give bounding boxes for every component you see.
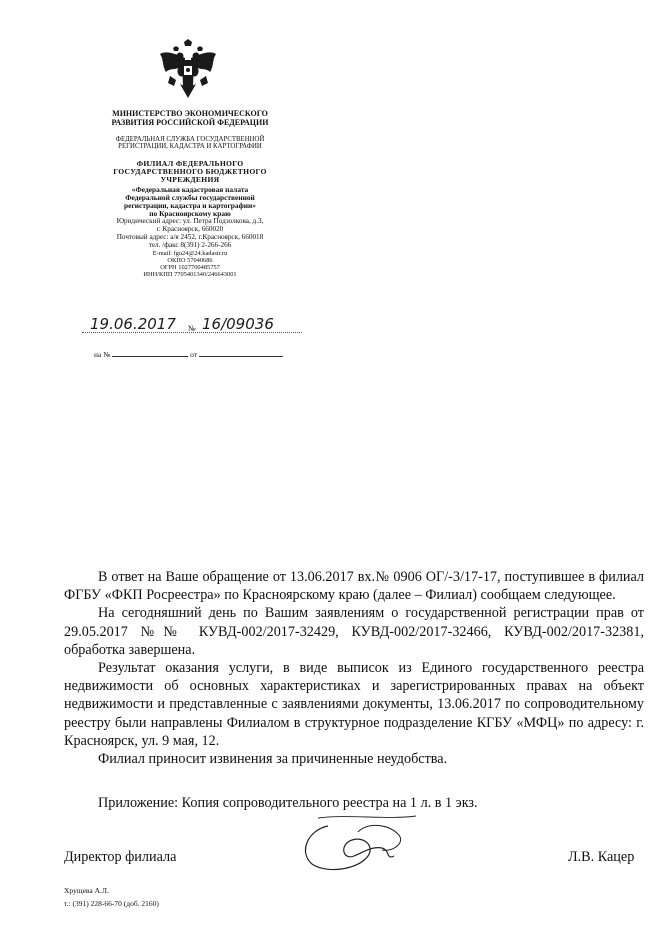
date-number-underline [82, 332, 302, 333]
executor-phone: т.: (391) 228-66-70 (доб. 2160) [64, 898, 159, 908]
ministry-name: МИНИСТЕРСТВО ЭКОНОМИЧЕСКОГО РАЗВИТИЯ РОССИЙСКОЙ ФЕДЕРАЦИИ [111, 109, 269, 127]
legal-address: Юридический адрес: ул. Петра Подзолкова, д.3, г. Красноярск, 660020 [116, 217, 264, 234]
email: E-mail: fgu24@24.kadastr.ru [152, 249, 228, 257]
branch-name: ФИЛИАЛ ФЕДЕРАЛЬНОГО ГОСУДАРСТВЕННОГО БЮДЖЕТНОГО УЧРЕЖДЕНИЯ [113, 158, 267, 185]
executor-name: Хрущева А.Л. [64, 886, 109, 895]
reference-number-blank [112, 349, 188, 357]
inn-kpp: ИНН/КПП 7705401340/246643001 [143, 270, 237, 278]
letter-body [64, 568, 644, 768]
outgoing-date-number [82, 313, 302, 337]
paragraph: На сегодняшний день по Вашим заявлениям о государственной регистрации прав от 29.05.2017 №№ КУВД-002/2017-32429, КУВД-002/2017-32466, КУВД-002/2017-32381, обработка завершена. [64, 605, 644, 658]
signer-name: Л.В. Кацер [568, 849, 635, 865]
attachment-line: Приложение: Копия сопроводительного реестра на 1 л. в 1 экз. [98, 795, 478, 811]
phone-fax: тел. /факс 8(391) 2-266-266 [148, 240, 232, 249]
outgoing-number: 16/09036 [202, 315, 274, 333]
outgoing-date: 19.06.2017 [90, 315, 176, 333]
handwritten-signature [298, 812, 418, 882]
reference-date-blank [199, 349, 283, 357]
paragraph: В ответ на Ваше обращение от 13.06.2017 вх.№ 0906 ОГ/-3/17-17, поступившее в филиал ФГБУ «ФКП Росреестра» по Красноярскому краю (далее – Филиал) сообщаем следующее. [64, 569, 644, 604]
paragraph: Филиал приносит извинения за причиненные неудобства. [98, 751, 448, 768]
coat-of-arms-emblem [158, 38, 218, 108]
letterhead [92, 110, 288, 278]
outgoing-number-label: № [188, 324, 196, 333]
reference-line [94, 349, 283, 359]
chamber-name: «Федеральная кадастровая палата Федеральной службы государственной регистрации, кадастра и картографии» по Красноярскому краю [124, 184, 256, 218]
executor-info [64, 885, 159, 911]
ogrn: ОГРН 1027700485757 [160, 263, 220, 271]
okpo: ОКПО 57040686 [167, 256, 213, 264]
contact-details [92, 250, 288, 278]
service-name: ФЕДЕРАЛЬНАЯ СЛУЖБА ГОСУДАРСТВЕННОЙ РЕГИСТРАЦИИ, КАДАСТРА И КАРТОГРАФИИ [115, 135, 265, 151]
reference-number-label: на № [94, 350, 111, 359]
paragraph: Результат оказания услуги, в виде выписок из Единого государственного реестра недвижимости об основных характеристиках и зарегистрированных правах на объект недвижимости и представленные с заявлениями документы, 13.06.2017 по сопроводительному реестру были направлены Филиалом в структурное подразделение КГБУ «МФЦ» по адресу: г. Красноярск, ул. 9 мая, 12. [64, 660, 644, 749]
postal-address: Почтовый адрес: а/я 2452, г.Красноярск, 660018 тел. /факс 8(391) 2-266-266 [92, 234, 288, 250]
signer-position: Директор филиала [64, 849, 177, 865]
reference-date-label: от [190, 350, 198, 359]
